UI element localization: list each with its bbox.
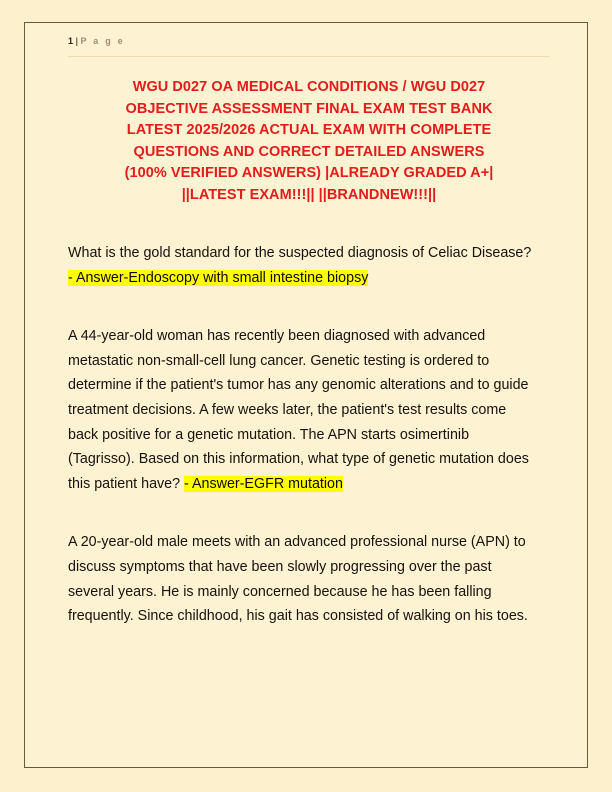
page-header-separator: | [75, 36, 79, 46]
title-line-4: QUESTIONS AND CORRECT DETAILED ANSWERS [133, 143, 485, 160]
question-text: A 20-year-old male meets with an advanced professional nurse (APN) to discuss symptoms that have been slowly progressing over the past several years. He is mainly concerned because he has been falling frequently. Since childhood, his gait has consisted of walking on his toes. [68, 534, 528, 625]
page-header-label: P a g e [80, 36, 125, 46]
document-page-content [68, 36, 550, 756]
page-header [68, 36, 550, 54]
question-text: What is the gold standard for the suspected diagnosis of Celiac Disease? [68, 245, 532, 261]
answer-text-highlighted: - Answer-Endoscopy with small intestine biopsy [68, 269, 369, 286]
answer-text-highlighted: - Answer-EGFR mutation [184, 475, 343, 492]
qa-item [68, 324, 538, 496]
document-title [68, 77, 550, 206]
title-line-1: WGU D027 OA MEDICAL CONDITIONS / WGU D027 [132, 79, 486, 95]
title-line-3: LATEST 2025/2026 ACTUAL EXAM WITH COMPLETE [126, 122, 492, 138]
document-page-frame [24, 22, 588, 768]
page-number: 1 [68, 36, 74, 46]
title-line-6: ||LATEST EXAM!!!|| ||BRANDNEW!!!|| [181, 186, 437, 203]
title-line-5: (100% VERIFIED ANSWERS) |ALREADY GRADED A+| [124, 165, 494, 181]
qa-item [68, 241, 538, 290]
qa-item [68, 530, 538, 628]
question-text: A 44-year-old woman has recently been diagnosed with advanced metastatic non-small-cell lung cancer. Genetic testing is ordered to determine if the patient's tumor has any genomic alterations and to guide treatment decisions. A few weeks later, the patient's test results come back positive for a genetic mutation. The APN starts osimertinib (Tagrisso). Based on this information, what type of genetic mutation does this patient have? [68, 328, 529, 492]
title-line-2: OBJECTIVE ASSESSMENT FINAL EXAM TEST BANK [125, 100, 493, 117]
header-divider [68, 56, 550, 57]
